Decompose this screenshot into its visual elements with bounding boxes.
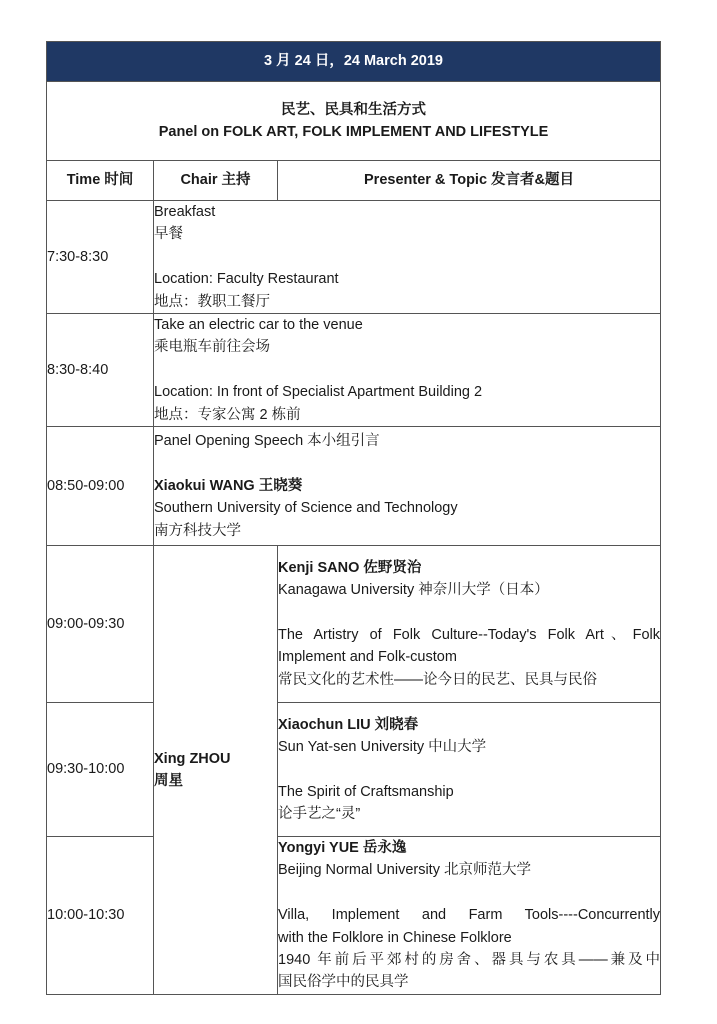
content-cell [278, 703, 661, 837]
column-header-chair: Chair 主持 [154, 161, 278, 201]
spacer-line [278, 602, 660, 624]
time-cell: 10:00-10:30 [47, 837, 154, 995]
spacer-line [278, 882, 660, 904]
table-row [47, 703, 661, 837]
spacer-line [154, 452, 660, 474]
column-header-row [47, 161, 661, 201]
table-row [47, 427, 661, 546]
chair-cell [154, 546, 278, 995]
text-line: Location: Faculty Restaurant [154, 271, 339, 288]
text-line: Sun Yat-sen University 中山大学 [278, 738, 487, 755]
text-line: Beijing Normal University 北京师范大学 [278, 862, 531, 879]
text-line: Breakfast [154, 204, 216, 220]
content-cell [154, 314, 661, 427]
time-cell: 08:50-09:00 [47, 427, 154, 546]
time-cell: 8:30-8:40 [47, 314, 154, 427]
text-line: 常民文化的艺术性——论今日的民艺、民具与民俗 [278, 671, 597, 688]
panel-title-cn: 民艺、民具和生活方式 [281, 101, 427, 118]
text-line: 早餐 [154, 226, 183, 243]
text-line: 地点：专家公寓 2 栋前 [154, 406, 301, 423]
column-header-presenter: Presenter & Topic 发言者&题目 [278, 161, 661, 201]
text-line: 地点：教职工餐厅 [154, 293, 270, 310]
text-line: Take an electric car to the venue [154, 317, 363, 334]
panel-title-row [47, 82, 661, 161]
text-line: 论手艺之“灵” [278, 806, 361, 823]
date-header: 3 月 24 日，24 March 2019 [47, 42, 661, 82]
speaker-name: Xiaokui WANG 王晓葵 [154, 477, 303, 494]
text-line: Panel Opening Speech 本小组引言 [154, 433, 380, 450]
column-header-time: Time 时间 [47, 161, 154, 201]
speaker-name: Kenji SANO 佐野贤治 [278, 559, 422, 576]
content-cell [278, 837, 661, 995]
content-cell [154, 201, 661, 314]
text-line: Kanagawa University 神奈川大学（日本） [278, 582, 549, 599]
text-line: 国民俗学中的民具学 [278, 974, 409, 991]
speaker-name: Xiaochun LIU 刘晓春 [278, 716, 419, 733]
spacer-line [154, 359, 660, 381]
text-line: Villa, Implement and Farm Tools----Concurrently [278, 907, 661, 924]
text-line: Southern University of Science and Technology [154, 500, 458, 517]
time-cell: 7:30-8:30 [47, 201, 154, 314]
time-cell: 09:00-09:30 [47, 546, 154, 703]
text-line: 1940 年前后平郊村的房舍、器具与农具——兼及中 [278, 952, 661, 969]
text-line: Implement and Folk-custom [278, 649, 457, 666]
chair-name-cn: 周星 [154, 772, 183, 789]
table-row [47, 201, 661, 314]
spacer-line [278, 758, 660, 780]
date-header-row [47, 42, 661, 82]
speaker-name: Yongyi YUE 岳永逸 [278, 840, 407, 857]
chair-name-en: Xing ZHOU [154, 750, 231, 767]
table-row [47, 837, 661, 995]
content-cell [278, 546, 661, 703]
content-cell [154, 427, 661, 546]
spacer-line [154, 246, 660, 268]
table-row [47, 314, 661, 427]
panel-title [47, 82, 661, 161]
panel-title-en: Panel on FOLK ART, FOLK IMPLEMENT AND LIFESTYLE [158, 124, 549, 140]
text-line: with the Folklore in Chinese Folklore [278, 929, 512, 946]
table-row [47, 546, 661, 703]
text-line: The Artistry of Folk Culture--Today's Folk Art、Folk [278, 627, 661, 644]
time-cell: 09:30-10:00 [47, 703, 154, 837]
text-line: The Spirit of Craftsmanship [278, 783, 454, 800]
schedule-table [46, 41, 661, 995]
text-line: Location: In front of Specialist Apartment Building 2 [154, 384, 483, 401]
text-line: 南方科技大学 [154, 522, 241, 539]
text-line: 乘电瓶车前往会场 [154, 339, 270, 356]
